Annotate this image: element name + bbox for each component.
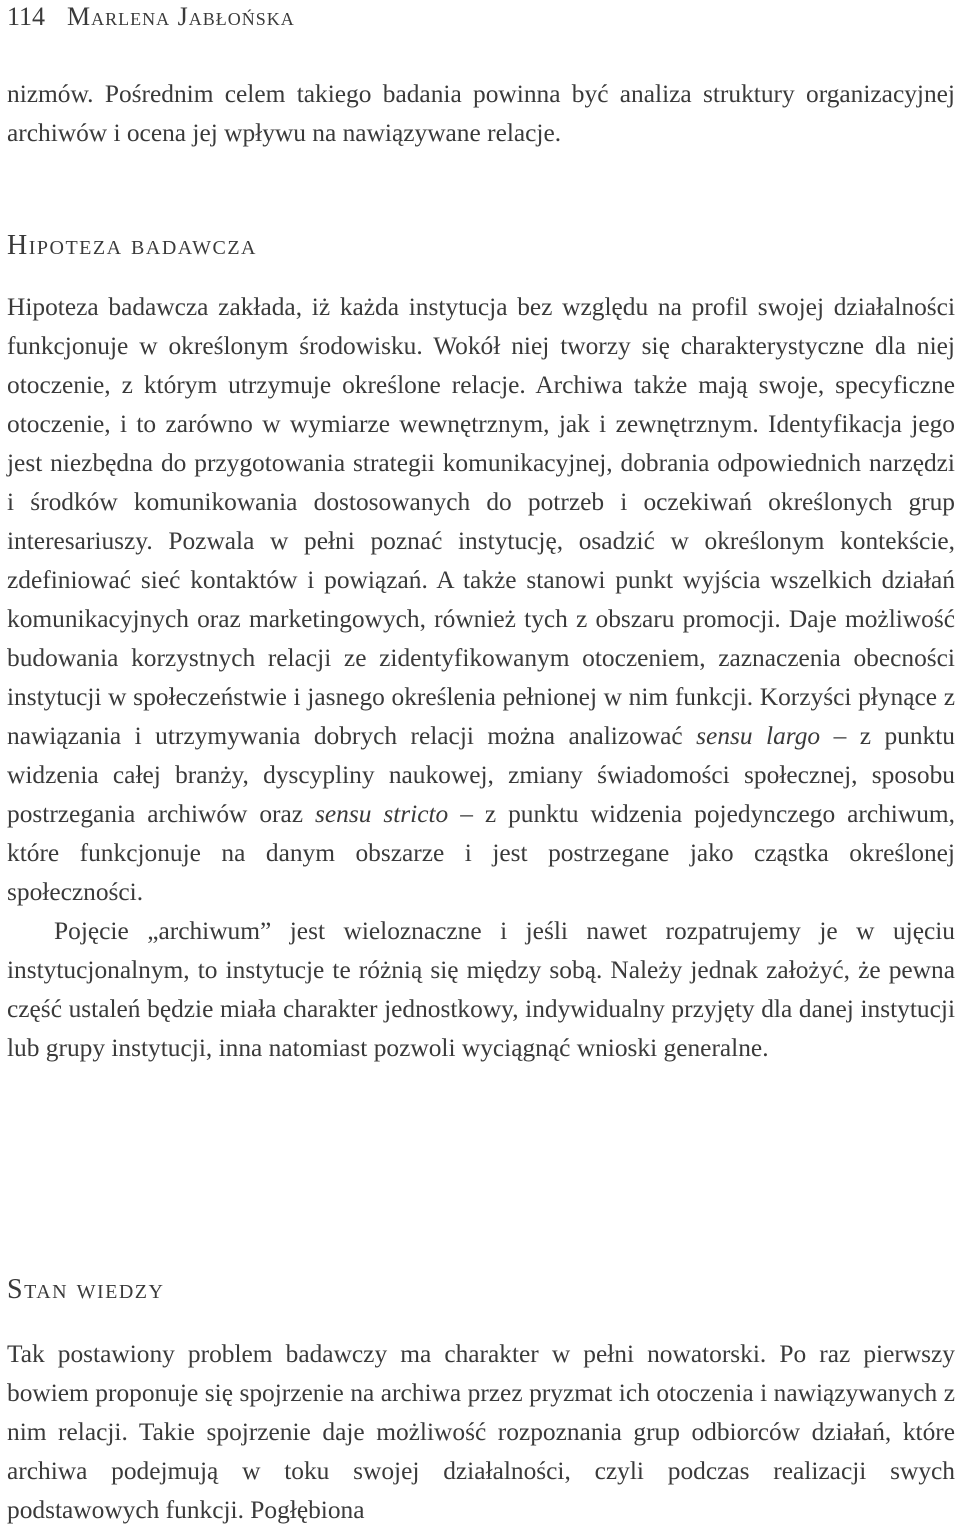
running-head-author: Marlena Jabłońska xyxy=(67,2,295,31)
intro-paragraph: nizmów. Pośrednim celem takiego badania powinna być analiza struktury organizacyjnej archiwów i ocena jej wpływu na nawiązywane relacje. xyxy=(7,80,955,147)
hipoteza-p1-italic-sensu-stricto: sensu stricto xyxy=(314,800,449,828)
hipoteza-p1-part-b: – z punktu widzenia całej branży, dyscypliny naukowej, zmiany świadomości społecznej, sposobu postrzegania archiwów oraz xyxy=(7,722,956,828)
running-head xyxy=(7,0,295,34)
hipoteza-paragraph-1 xyxy=(7,288,955,912)
section-body-stan-wiedzy xyxy=(7,1335,955,1530)
page-number: 114 xyxy=(7,2,46,31)
hipoteza-p1-italic-sensu-largo: sensu largo xyxy=(696,722,821,750)
section-heading-stan-wiedzy: Stan wiedzy xyxy=(7,1274,165,1305)
intro-paragraph-block xyxy=(7,75,955,153)
hipoteza-p1-part-a: Hipoteza badawcza zakłada, iż każda instytucja bez względu na profil swojej działalności funkcjonuje w określonym środowisku. Wokół niej tworzy się charakterystyczne dla niej otoczenie, z którym utrzymuje określone relacje. Archiwa także mają swoje, specyficzne otoczenie, i to zarówno w wymiarze wewnętrznym, jak i zewnętrznym. Identyfikacja jego jest niezbędna do przygotowania strategii komunikacyjnej, dobrania odpowiednich narzędzi i środków komunikowania dostosowanych do potrzeb i oczekiwań określonych grup interesariuszy. Pozwala w pełni poznać instytucję, osadzić w określonym kontekście, zdefiniować sieć kontaktów i powiązań. A także stanowi punkt wyjścia wszelkich działań komunikacyjnych oraz marketingowych, również tych z obszaru promocji. Daje możliwość budowania korzystnych relacji ze zidentyfikowanym otoczeniem, zaznaczenia obecności instytucji w społeczeństwie i jasnego określenia pełnionej w nim funkcji. Korzyści płynące z nawiązania i utrzymywania dobrych relacji można analizować xyxy=(7,293,955,750)
hipoteza-paragraph-2: Pojęcie „archiwum” jest wieloznaczne i jeśli nawet rozpatrujemy je w ujęciu instytucjonalnym, to instytucje te różnią się między sobą. Należy jednak założyć, że pewna część ustaleń będzie miała charakter jednostkowy, indywidualny przyjęty dla danej instytucji lub grupy instytucji, inna natomiast pozwoli wyciągnąć wnioski generalne. xyxy=(7,917,955,1062)
section-heading-hipoteza: Hipoteza badawcza xyxy=(7,230,257,261)
stan-wiedzy-paragraph-1: Tak postawiony problem badawczy ma charakter w pełni nowatorski. Po raz pierwszy bowiem proponuje się spojrzenie na archiwa przez pryzmat ich otoczenia i nawiązywanych z nim relacji. Takie spojrzenie daje możliwość rozpoznania grup odbiorców działań, które archiwa podejmują w toku swojej działalności, czyli podczas realizacji swych podstawowych funkcji. Pogłębiona xyxy=(7,1340,955,1524)
section-body-hipoteza xyxy=(7,288,955,1068)
hipoteza-p1-part-c: – z punktu widzenia pojedynczego archiwum, które funkcjonuje na danym obszarze i jest postrzegane jako cząstka określonej społeczności. xyxy=(7,800,955,906)
